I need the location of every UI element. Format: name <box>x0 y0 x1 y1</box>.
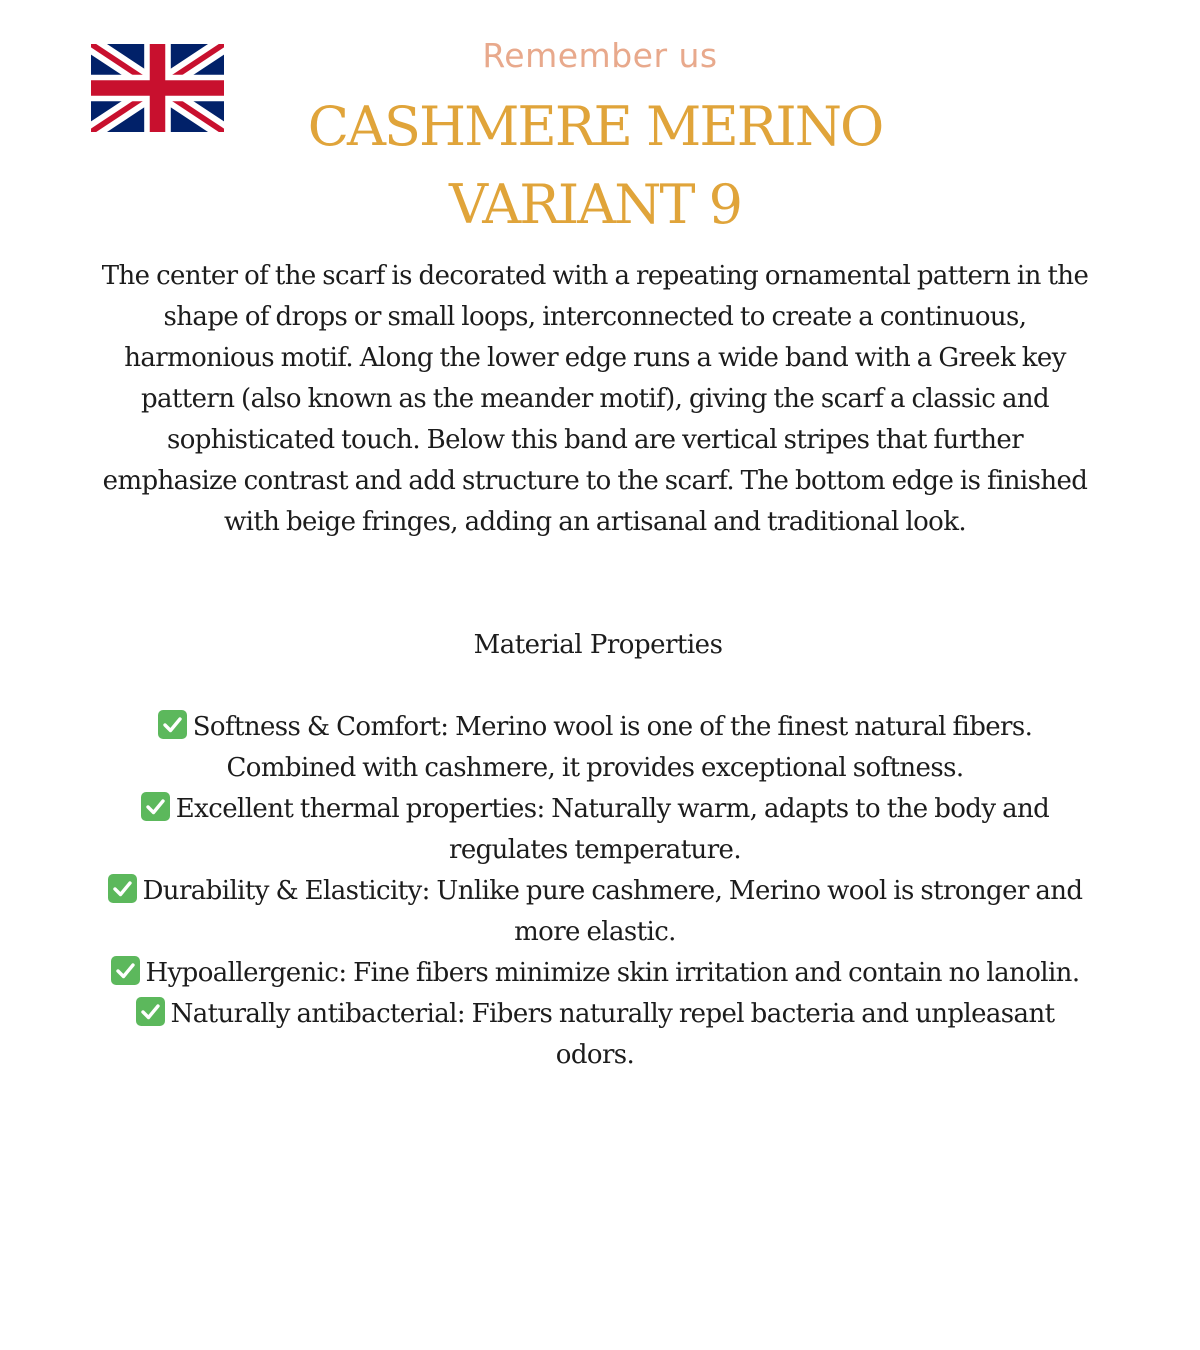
material-properties-list <box>95 707 1095 1076</box>
title-line-2: VARIANT 9 <box>448 173 742 236</box>
property-text: Naturally antibacterial: Fibers naturally repel bacteria and unpleasant odors. <box>170 999 1055 1070</box>
property-text: Excellent thermal properties: Naturally warm, adapts to the body and regulates temperature. <box>175 794 1050 865</box>
list-item <box>95 953 1095 994</box>
list-item <box>95 707 1095 789</box>
property-text: Softness & Comfort: Merino wool is one of the finest natural fibers. Combined with cashmere, it provides exceptional softness. <box>192 712 1033 783</box>
property-text: Hypoallergenic: Fine fibers minimize skin irritation and contain no lanolin. <box>145 958 1080 988</box>
check-mark-icon <box>108 874 137 903</box>
product-description: The center of the scarf is decorated with a repeating ornamental pattern in the shape of drops or small loops, interconnected to create a continuous, harmonious motif. Along the lower edge runs a wide band with a Greek key pattern (also known as the meander motif), giving the scarf a classic and sophisticated touch. Below this band are vertical stripes that further emphasize contrast and add structure to the scarf. The bottom edge is finished with beige fringes, adding an artisanal and traditional look. <box>101 261 1089 537</box>
brand-name: Remember us <box>482 36 718 75</box>
page-title <box>0 88 1190 244</box>
check-mark-icon <box>158 710 187 739</box>
title-line-1: CASHMERE MERINO <box>307 95 883 158</box>
check-mark-icon <box>136 997 165 1026</box>
list-item <box>95 871 1095 953</box>
property-text: Durability & Elasticity: Unlike pure cashmere, Merino wool is stronger and more elastic. <box>142 876 1083 947</box>
check-mark-icon <box>141 792 170 821</box>
list-item <box>95 994 1095 1076</box>
list-item <box>95 789 1095 871</box>
check-mark-icon <box>111 956 140 985</box>
material-properties-heading: Material Properties <box>473 630 723 660</box>
